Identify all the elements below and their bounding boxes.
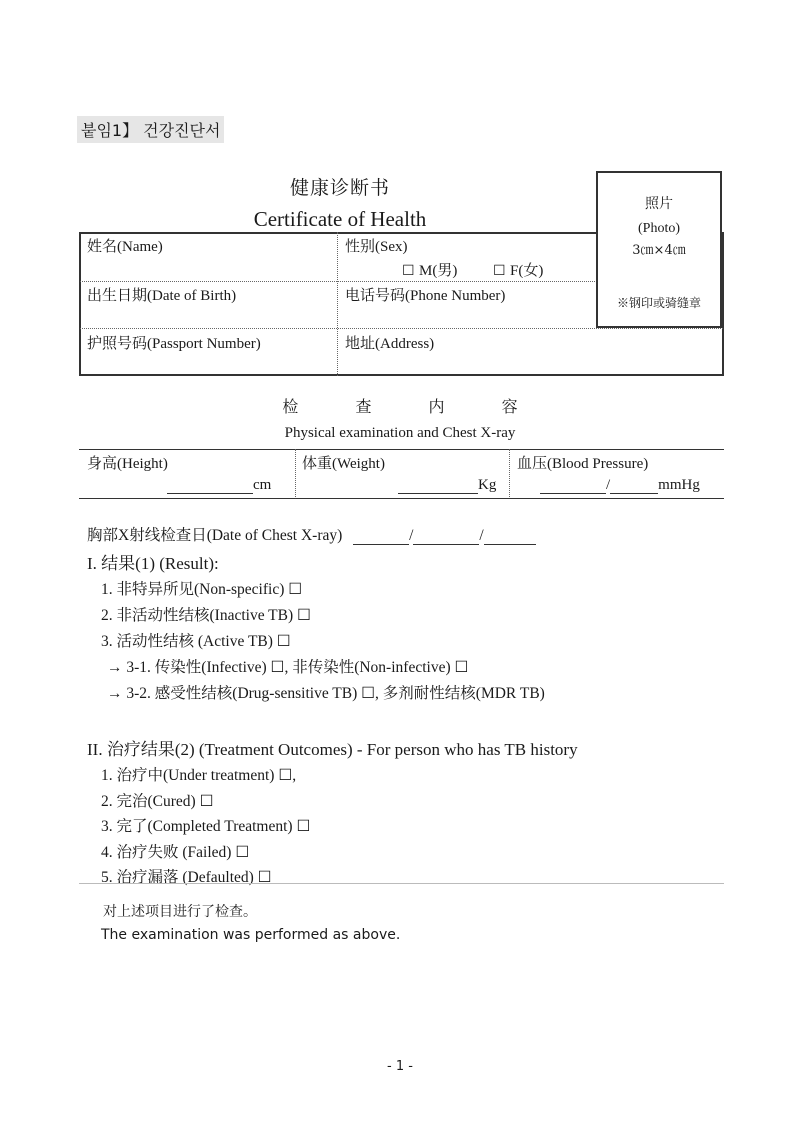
exam-title-char-2: 查 [355,397,372,416]
photo-stamp-note: ※钢印或骑缝章 [616,296,701,310]
phone-field[interactable] [345,284,505,305]
attachment-label: 붙임1】 건강진단서 [77,116,224,143]
result-item-2-text: 2. 非活动性结核(Inactive TB) ☐ [101,607,311,624]
treatment-item-1-text: 1. 治疗中(Under treatment) ☐, [101,767,297,784]
result-item-3-text: 3. 活动性结核 (Active TB) ☐ [101,633,291,650]
treatment-item-2-text: 2. 完治(Cured) ☐ [101,793,214,810]
exam-title-char-3: 内 [428,397,445,416]
result-item-2[interactable] [101,603,311,625]
photo-label-cn: 照片 [645,196,673,212]
xray-date-row [87,523,536,545]
result-item-3-2-text: → 3-2. 感受性结核(Drug-sensitive TB) ☐, 多剂耐性结核(MDR TB) [107,685,545,702]
weight-label: 体重(Weight) [302,456,385,472]
result-heading-text: I. 结果(1) (Result): [87,554,219,573]
result-item-3-1-text: → 3-1. 传染性(Infective) ☐, 非传染性(Non-infective) ☐ [107,659,469,676]
xray-day-blank[interactable] [484,526,536,545]
male-option-label: M(男) [419,263,458,279]
xray-slash-1: / [409,527,414,544]
treatment-item-4[interactable] [101,840,249,862]
treatment-item-1[interactable] [101,763,296,785]
weight-input[interactable] [398,477,496,494]
xray-month-blank[interactable] [413,526,479,545]
result-item-3-2[interactable] [107,681,545,703]
info-column-divider [337,232,338,376]
bp-slash: / [606,477,611,493]
statement-english: The examination was performed as above. [101,927,401,943]
page-number: - 1 - [387,1059,413,1074]
phone-label: 电话号码(Phone Number) [345,288,506,304]
result-item-3[interactable] [101,629,291,651]
info-row-divider-2 [80,328,723,329]
address-label: 地址(Address) [345,336,435,352]
xray-year-blank[interactable] [353,526,409,545]
sex-option-female[interactable] [493,259,543,280]
measure-divider-1 [295,449,296,497]
exam-section-subtitle: Physical examination and Chest X-ray [284,425,516,441]
treatment-item-5-text: 5. 治疗漏落 (Defaulted) ☐ [101,869,272,886]
female-checkbox[interactable]: ☐ [493,263,506,279]
exam-title-char-4: 容 [501,397,518,416]
bp-diastolic-blank[interactable] [610,477,658,494]
dob-field[interactable] [87,284,236,305]
weight-label-wrap [302,452,385,473]
photo-box [596,171,722,328]
exam-section-title [0,394,800,417]
male-checkbox[interactable]: ☐ [402,263,415,279]
sex-option-male[interactable] [402,259,457,280]
female-option-label: F(女) [510,263,544,279]
bp-unit: mmHg [658,477,700,493]
height-input[interactable] [167,477,271,494]
height-unit: cm [253,477,272,493]
title-chinese: 健康诊断书 [289,177,390,199]
title-english: Certificate of Health [253,207,427,231]
statement-chinese: 对上述项目进行了检查。 [103,904,257,920]
photo-label-en: (Photo) [638,221,680,236]
sex-label: 性别(Sex) [345,239,408,255]
name-field[interactable] [87,235,163,256]
exam-title-char-1: 检 [282,397,299,416]
xray-date-label: 胸部X射线检查日(Date of Chest X-ray) [87,527,343,544]
height-label-wrap [87,452,168,473]
height-label: 身高(Height) [87,456,168,472]
weight-blank[interactable] [398,477,478,494]
result-item-3-1[interactable] [107,655,468,677]
section-separator [79,883,724,884]
treatment-item-2[interactable] [101,789,213,811]
dob-label: 出生日期(Date of Birth) [87,288,237,304]
sex-field-label [345,235,408,256]
passport-label: 护照号码(Passport Number) [87,336,261,352]
photo-size: 3㎝×4㎝ [632,243,686,258]
measure-divider-2 [509,449,510,497]
height-blank[interactable] [167,477,253,494]
xray-slash-2: / [479,527,484,544]
result-item-1-text: 1. 非特异所见(Non-specific) ☐ [101,581,303,598]
weight-unit: Kg [478,477,497,493]
result-heading [87,549,219,574]
name-label: 姓名(Name) [87,239,163,255]
address-field[interactable] [345,332,434,353]
treatment-heading [87,735,578,760]
bp-label-wrap [517,452,648,473]
treatment-item-4-text: 4. 治疗失败 (Failed) ☐ [101,844,250,861]
passport-field[interactable] [87,332,261,353]
info-row-divider-1 [80,281,597,282]
treatment-heading-text: II. 治疗结果(2) (Treatment Outcomes) - For person who has TB history [87,740,578,759]
bp-systolic-blank[interactable] [540,477,606,494]
bp-input[interactable] [540,477,700,494]
result-item-1[interactable] [101,577,302,599]
treatment-item-3[interactable] [101,814,310,836]
bp-label: 血压(Blood Pressure) [517,456,649,472]
treatment-item-3-text: 3. 完了(Completed Treatment) ☐ [101,818,311,835]
